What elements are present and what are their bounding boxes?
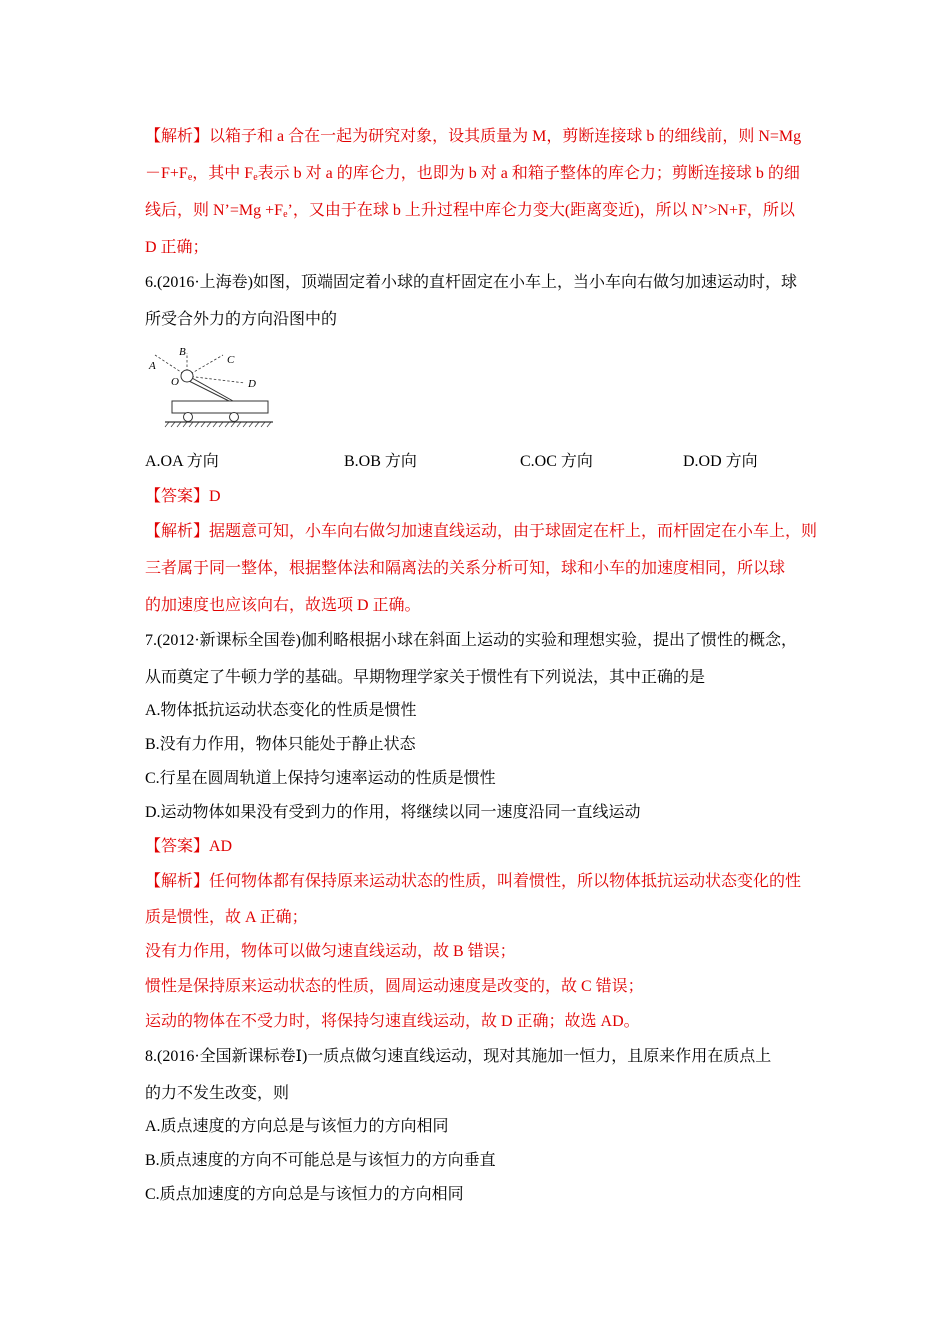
q5-analysis-line1: 【解析】以箱子和 a 合在一起为研究对象，设其质量为 M，剪断连接球 b 的细线前，则 N=Mg bbox=[145, 128, 802, 145]
q7-analysis-line2: 质是惯性，故 A 正确； bbox=[145, 909, 308, 926]
analysis-tag: 【解析】 bbox=[145, 128, 210, 145]
q7-analysis-line4: 惯性是保持原来运动状态的性质，圆周运动速度是改变的，故 C 错误； bbox=[145, 978, 644, 995]
label-o: O bbox=[171, 376, 179, 388]
q8-option-a: A.质点速度的方向总是与该恒力的方向相同 bbox=[145, 1118, 449, 1135]
q6-option-a: A.OA 方向 bbox=[145, 453, 219, 470]
q6-answer: 【答案】D bbox=[145, 488, 221, 505]
label-b: B bbox=[179, 346, 186, 358]
q5-analysis-line4: D 正确； bbox=[145, 239, 209, 256]
cart-ball-diagram bbox=[145, 343, 275, 438]
q7-option-a: A.物体抵抗运动状态变化的性质是惯性 bbox=[145, 702, 417, 719]
q7-analysis-line1: 【解析】任何物体都有保持原来运动状态的性质，叫着惯性，所以物体抵抗运动状态变化的性 bbox=[145, 873, 802, 890]
q6-analysis-line1: 【解析】据题意可知，小车向右做匀加速直线运动，由于球固定在杆上，而杆固定在小车上，则 bbox=[145, 523, 818, 540]
q8-stem-line1: 8.(2016·全国新课标卷Ⅰ)一质点做匀速直线运动，现对其施加一恒力，且原来作用在质点上 bbox=[145, 1048, 772, 1065]
label-d: D bbox=[248, 378, 256, 390]
q8-stem-line2: 的力不发生改变，则 bbox=[145, 1085, 290, 1102]
q7-option-b: B.没有力作用，物体只能处于静止状态 bbox=[145, 736, 416, 753]
analysis-tag: 【解析】 bbox=[145, 873, 210, 890]
q7-option-d: D.运动物体如果没有受到力的作用，将继续以同一速度沿同一直线运动 bbox=[145, 804, 641, 821]
q7-option-c: C.行星在圆周轨道上保持匀速率运动的性质是惯性 bbox=[145, 770, 496, 787]
q7-analysis-line3: 没有力作用，物体可以做匀速直线运动，故 B 错误； bbox=[145, 943, 516, 960]
q7-stem-line1: 7.(2012·新课标全国卷)伽利略根据小球在斜面上运动的实验和理想实验，提出了惯性的概念， bbox=[145, 632, 797, 649]
q7-answer: 【答案】AD bbox=[145, 838, 233, 855]
q6-analysis-line3: 的加速度也应该向右，故选项 D 正确。 bbox=[145, 597, 421, 614]
q6-stem-line1: 6.(2016·上海卷)如图，顶端固定着小球的直杆固定在小车上，当小车向右做匀加速运动时，球 bbox=[145, 274, 797, 291]
q5-analysis-line3: 线后，则 N’=Mg $+F_e$’，又由于在球 b 上升过程中库仑力变大(距离变近)，所以 N’>N+F，所以 bbox=[145, 202, 795, 220]
q6-option-c: C.OC 方向 bbox=[520, 453, 593, 470]
q7-analysis-line5: 运动的物体在不受力时，将保持匀速直线运动，故 D 正确；故选 AD。 bbox=[145, 1013, 640, 1030]
q8-option-b: B.质点速度的方向不可能总是与该恒力的方向垂直 bbox=[145, 1152, 496, 1169]
analysis-tag: 【解析】 bbox=[145, 523, 210, 540]
q5-analysis-line2: $-F+F_e$，其中 $F_e$表示 b 对 a 的库仑力，也即为 b 对 a 和箱子整体的库仑力；剪断连接球 b 的细 bbox=[145, 165, 800, 183]
q6-option-d: D.OD 方向 bbox=[683, 453, 758, 470]
q7-stem-line2: 从而奠定了牛顿力学的基础。早期物理学家关于惯性有下列说法，其中正确的是 bbox=[145, 669, 706, 686]
label-a: A bbox=[149, 360, 156, 372]
label-c: C bbox=[227, 354, 235, 366]
q6-stem-line2: 所受合外力的方向沿图中的 bbox=[145, 311, 338, 328]
q8-option-c: C.质点加速度的方向总是与该恒力的方向相同 bbox=[145, 1186, 464, 1203]
q6-option-b: B.OB 方向 bbox=[344, 453, 417, 470]
q6-analysis-line2: 三者属于同一整体，根据整体法和隔离法的关系分析可知，球和小车的加速度相同，所以球 bbox=[145, 560, 786, 577]
